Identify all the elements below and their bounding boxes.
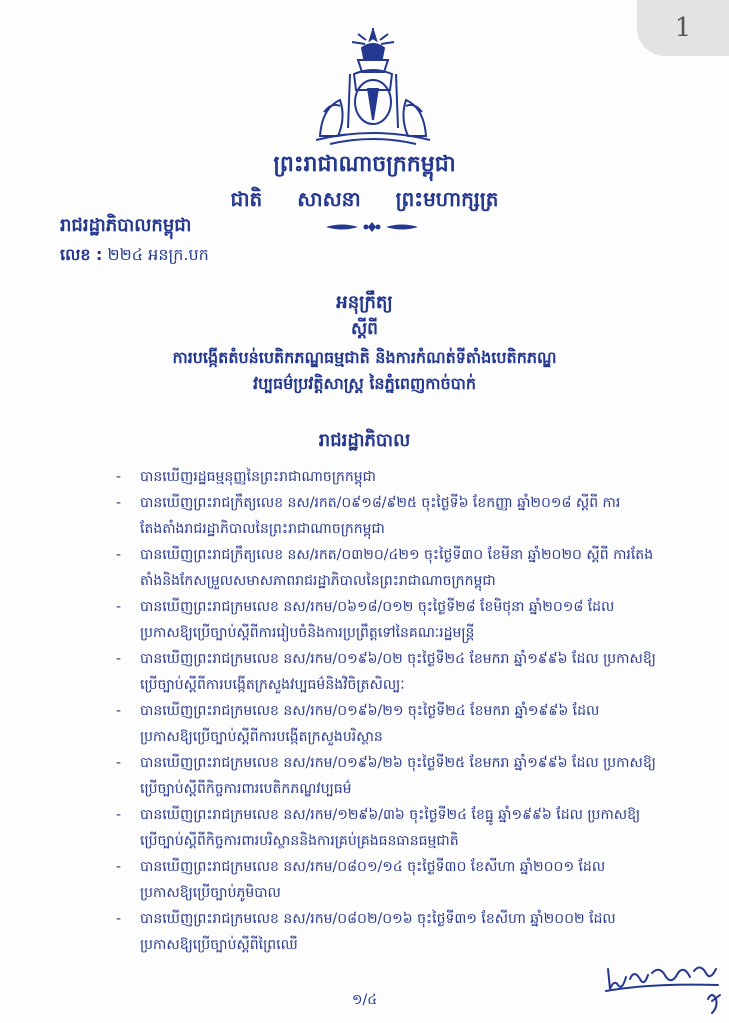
- document-type: អនុក្រឹត្យ: [336, 292, 393, 313]
- list-item: - បានឃើញព្រះរាជក្រមលេខ នស/រកម/០៨០២/០១៦ ចុះថ្ងៃទី៣១ ខែសីហា ឆ្នាំ២០០២ ដែល ប្រកាសឱ្យប្រើច្បាប់ស្តីពីព្រៃឈើ: [116, 906, 656, 958]
- subject-line-1: ការបង្កើតតំបន់បេតិកភណ្ឌធម្មជាតិ និងការកំណត់ទីតាំងបេតិកភណ្ឌ: [172, 348, 557, 367]
- motto-nation: ជាតិ: [230, 187, 263, 211]
- document-number-value: ២២៤ អនក្រ.បក: [107, 245, 209, 264]
- list-bullet: -: [116, 651, 122, 667]
- royal-emblem-icon: [310, 28, 436, 146]
- document-subject: [100, 345, 629, 397]
- list-bullet: -: [116, 599, 122, 615]
- ornament-divider-icon: [322, 220, 422, 234]
- list-bullet: -: [116, 547, 122, 563]
- list-bullet: -: [116, 755, 122, 771]
- document-number: [60, 244, 209, 268]
- national-motto: [0, 186, 729, 216]
- list-bullet: -: [116, 703, 122, 719]
- issuer-heading: រាជរដ្ឋាភិបាល: [318, 430, 411, 451]
- list-item: - បានឃើញព្រះរាជក្រមលេខ នស/រកម/១២៩៦/៣៦ ចុះថ្ងៃទី២៤ ខែធ្នូ ឆ្នាំ១៩៩៦ ដែល ប្រកាសឱ្យប្រើច្បាប់ស្តីពីកិច្ចការពារបរិស្ថាននិងការគ្រប់គ្រងធនធានធម្មជាតិ: [116, 802, 656, 854]
- list-item: - បានឃើញព្រះរាជក្រមលេខ នស/រកម/០៨០១/១៤ ចុះថ្ងៃទី៣០ ខែសីហា ឆ្នាំ២០០១ ដែល ប្រកាសឱ្យប្រើច្បាប់ភូមិបាល: [116, 854, 656, 906]
- list-item: - បានឃើញព្រះរាជក្រមលេខ នស/រកម/០៦១៨/០១២ ចុះថ្ងៃទី២៨ ខែមិថុនា ឆ្នាំ២០១៨ ដែល ប្រកាសឱ្យប្រើច្បាប់ស្តីពីការរៀបចំនិងការប្រព្រឹត្តទៅនៃគណៈរដ្ឋមន្ត្រី: [116, 594, 656, 646]
- page-number-badge: 1: [637, 0, 729, 56]
- footer-page-number: ១/៤: [351, 992, 378, 1008]
- list-bullet: -: [116, 495, 122, 511]
- document-number-label: លេខ :: [60, 245, 103, 264]
- list-item: - បានឃើញព្រះរាជក្រមលេខ នស/រកម/០១៩៦/២៦ ចុះថ្ងៃទី២៥ ខែមករា ឆ្នាំ១៩៩៦ ដែល ប្រកាសឱ្យប្រើច្បាប់ស្តីពីកិច្ចការពារបេតិកភណ្ឌវប្បធម៌: [116, 750, 656, 802]
- subject-line-2: វប្បធម៌ប្រវត្តិសាស្ត្រ នៃភ្នំពេញកាច់បាក់: [253, 374, 476, 393]
- motto-king: ព្រះមហាក្សត្រ: [395, 187, 499, 211]
- list-bullet: -: [116, 911, 122, 927]
- document-about: ស្តីពី: [351, 319, 378, 339]
- list-bullet: -: [116, 807, 122, 823]
- list-item: - បានឃើញរដ្ឋធម្មនុញ្ញនៃព្រះរាជាណាចក្រកម្ពុជា: [116, 464, 656, 490]
- legal-basis-list: [116, 464, 656, 958]
- list-item: - បានឃើញព្រះរាជក្រឹត្យលេខ នស/រកត/០៩១៨/៩២៥ ចុះថ្ងៃទី៦ ខែកញ្ញា ឆ្នាំ២០១៨ ស្តីពី ការតែងតាំងរាជរដ្ឋាភិបាលនៃព្រះរាជាណាចក្រកម្ពុជា: [116, 490, 656, 542]
- kingdom-title: ព្រះរាជាណាចក្រកម្ពុជា: [273, 152, 456, 177]
- motto-religion: សាសនា: [297, 187, 361, 211]
- list-bullet: -: [116, 859, 122, 875]
- list-item: - បានឃើញព្រះរាជក្រមលេខ នស/រកម/០១៩៦/២១ ចុះថ្ងៃទី២៤ ខែមករា ឆ្នាំ១៩៩៦ ដែល ប្រកាសឱ្យប្រើច្បាប់ស្តីពីការបង្កើតក្រសួងបរិស្ថាន: [116, 698, 656, 750]
- list-item: - បានឃើញព្រះរាជក្រឹត្យលេខ នស/រកត/០៣២០/៤២១ ចុះថ្ងៃទី៣០ ខែមីនា ឆ្នាំ២០២០ ស្តីពី ការតែងតាំងនិងកែសម្រួលសមាសភាពរាជរដ្ឋាភិបាលនៃព្រះរាជាណាចក្រកម្ពុជា: [116, 542, 656, 594]
- list-bullet: -: [116, 469, 122, 485]
- issuing-government: រាជរដ្ឋាភិបាលកម្ពុជា: [60, 215, 192, 236]
- list-item: - បានឃើញព្រះរាជក្រមលេខ នស/រកម/០១៩៦/០២ ចុះថ្ងៃទី២៤ ខែមករា ឆ្នាំ១៩៩៦ ដែល ប្រកាសឱ្យប្រើច្បាប់ស្តីពីការបង្កើតក្រសួងវប្បធម៌និងវិចិត្រសិល្បៈ: [116, 646, 656, 698]
